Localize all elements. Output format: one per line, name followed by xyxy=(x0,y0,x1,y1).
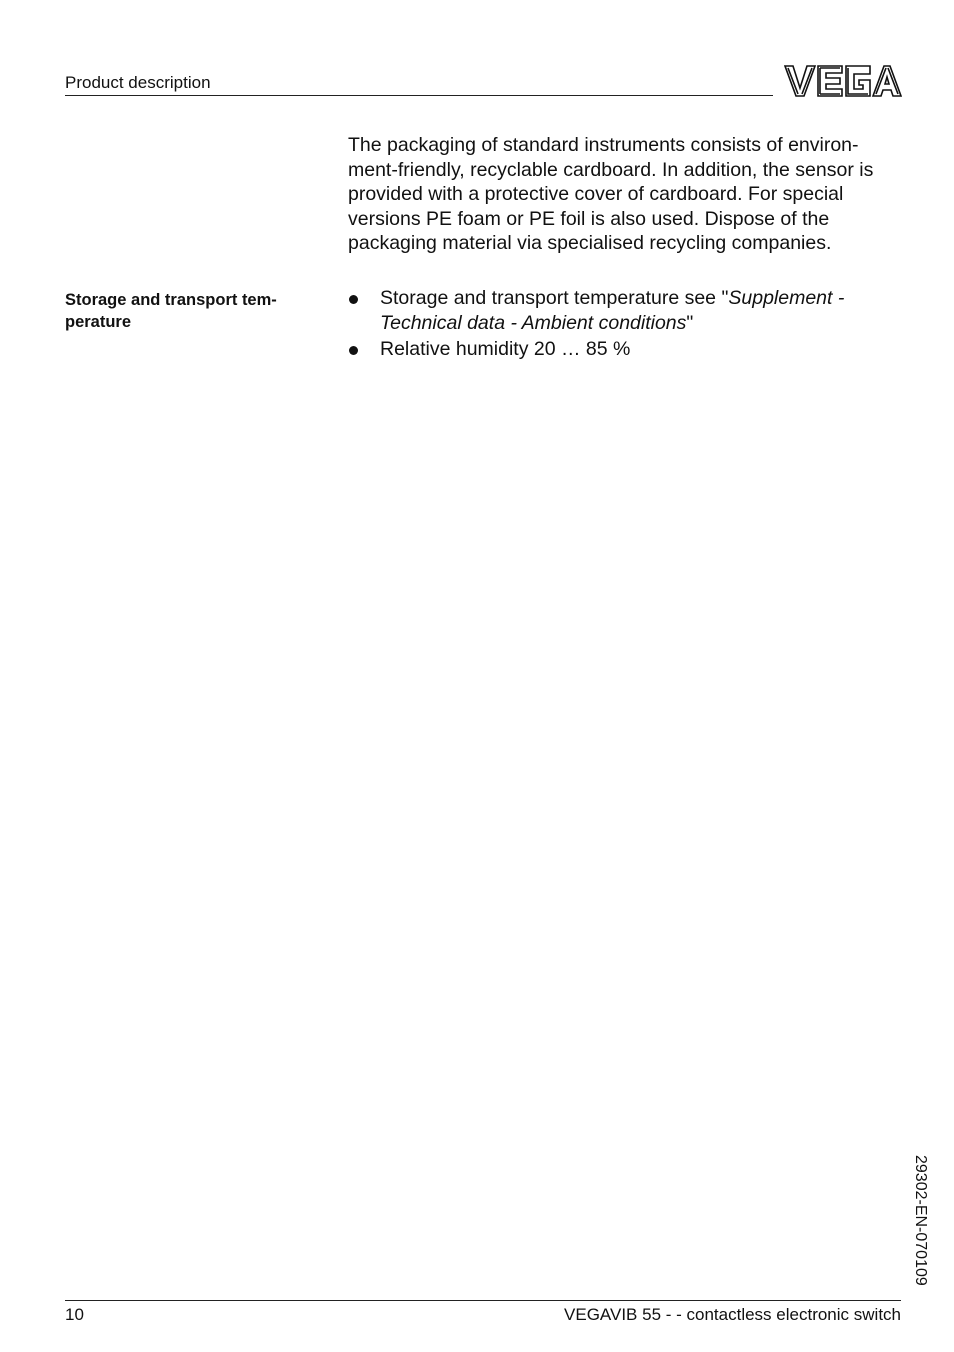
bullet-text: Relative humidity 20 … 85 % xyxy=(380,337,631,360)
footer-rule xyxy=(65,1300,901,1301)
bullet-text-suffix: " xyxy=(686,311,694,334)
packaging-paragraph: The packaging of standard instruments consists of environ- ment-friendly, recyclable cardboard. In addition, the sensor is provided with a protective cover of cardboard. For special versions PE foam or PE foil is also used. Dispose of the packaging material via specialised recycling companies. xyxy=(348,134,874,255)
list-item xyxy=(348,337,908,362)
bullet-text-reference: Supplement - Technical data - Ambient conditions xyxy=(380,287,845,334)
bullet-text-prefix: Storage and transport temperature see " xyxy=(380,287,729,309)
list-item xyxy=(348,286,908,335)
document-code: 29302-EN-070109 xyxy=(912,1155,929,1286)
footer-document-title: VEGAVIB 55 - - contactless electronic switch xyxy=(564,1305,901,1324)
bullet-icon xyxy=(349,295,358,304)
bullet-icon xyxy=(349,346,358,355)
running-header: Product description xyxy=(65,73,211,92)
header-rule xyxy=(65,95,773,96)
page-number: 10 xyxy=(65,1305,84,1324)
storage-section-heading: Storage and transport tem- perature xyxy=(65,291,277,331)
vega-logo xyxy=(784,64,902,98)
storage-bullet-list xyxy=(348,286,908,363)
